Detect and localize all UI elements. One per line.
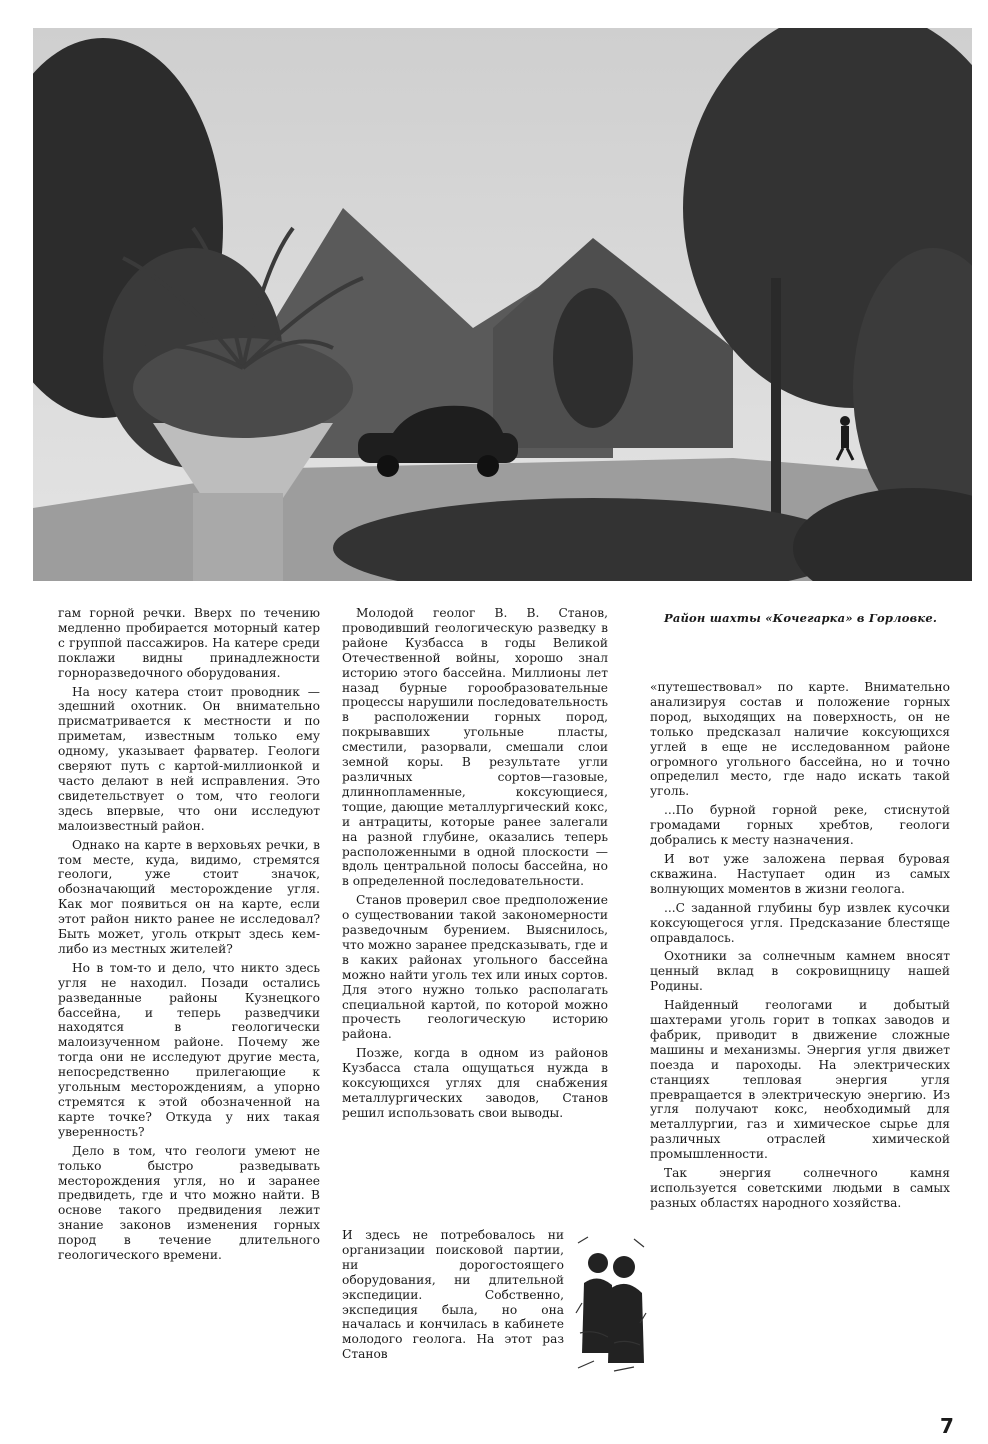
sketch-illustration: [574, 1233, 648, 1375]
paragraph: Так энергия солнечного камня используется советскими людьми в самых разных областях народного хозяйства.: [650, 1166, 950, 1210]
paragraph: гам горной речки. Вверх по течению медленно пробирается моторный катер с группой пассажиров. На катере среди поклажи видны принадлежности горноразведочного оборудования.: [58, 606, 320, 680]
paragraph: И здесь не потребовалось ни организации поисковой партии, ни дорогостоящего оборудования, ни длительной экспедиции. Собственно, экспедиция была, но она началась и кончилась в кабинете молодого геолога. На этот раз Станов: [342, 1228, 564, 1362]
paragraph: Но в том-то и дело, что никто здесь угля не находил. Позади остались разведанные районы Кузнецкого бассейна, и теперь разведчики находятся в геологически малоизученном районе. Почему же тогда они не исследуют другие места, непосредственно прилегающие к угольным месторождениям, а упорно стремятся к этой обозначенной на карте точке? Откуда у них такая уверенность?: [58, 960, 320, 1139]
article-column-1: [58, 606, 320, 1267]
paragraph: Охотники за солнечным камнем вносят ценный вклад в сокровищницу нашей Родины.: [650, 949, 950, 994]
paragraph: Молодой геолог В. В. Станов, проводивший геологическую разведку в районе Кузбасса в годы Великой Отечественной войны, хорошо знал историю этого бассейна. Миллионы лет назад бурные горообразовательные процессы нарушили последовательность в расположении горных пород, покрывавших угольные пласты, сместили, разорвали, смешали слои земной коры. В результате угли различных сортов—газовые, длиннопламенные, коксующиеся, тощие, дающие металлургический кокс, и антрациты, которые ранее залегали на разной глубине, оказались теперь расположенными в одной плоскости — вдоль центральной полосы бассейна, но в определенной последовательности.: [342, 606, 608, 889]
paragraph: Позже, когда в одном из районов Кузбасса стала ощущаться нужда в коксующихся углях для снабжения металлургических заводов, Станов решил использовать свои выводы.: [342, 1046, 608, 1120]
mine-district-photo: [33, 28, 972, 581]
geologists-sketch: [574, 1233, 648, 1375]
paragraph: На носу катера стоит проводник — здешний охотник. Он внимательно присматривается к местности и по приметам, известным только ему одному, указывает фарватер. Геологи сверяют путь с картой-миллионкой и часто делают в ней исправления. Это свидетельствует о том, что геологи здесь впервые, что они исследуют малоизвестный район.: [58, 684, 320, 833]
paragraph: Однако на карте в верховьях речки, в том месте, куда, видимо, стремятся геологи, уже стоит значок, обозначающий месторождение угля. Как мог появиться он на карте, если этот район никто ранее не исследовал? Быть может, уголь открыт здесь кем-либо из местных жителей?: [58, 837, 320, 956]
paragraph: Дело в том, что геологи умеют не только быстро разведывать месторождения угля, но и заранее предвидеть, где и что можно найти. В основе такого предвидения лежит знание законов изменения горных пород в течение длительного геологического времени.: [58, 1143, 320, 1263]
paragraph: ...С заданной глубины бур извлек кусочки коксующегося угля. Предсказание блестяще оправдалось.: [650, 900, 950, 945]
paragraph: ...По бурной горной реке, стиснутой громадами горных хребтов, геологи добрались к месту назначения.: [650, 803, 950, 848]
paragraph: Станов проверил свое предположение о существовании такой закономерности разведочным бурением. Выяснилось, что можно заранее предсказывать, где и в каких районах угольного бассейна можно найти уголь тех или иных сортов. Для этого нужно только располагать специальной картой, по которой можно прочесть геологическую историю района.: [342, 893, 608, 1042]
paragraph: «путешествовал» по карте. Внимательно анализируя состав и положение горных пород, выходящих на поверхность, он не только предсказал наличие коксующихся углей в еще не исследованном районе огромного угольного бассейна, но и точно определил место, где надо искать такой уголь.: [650, 680, 950, 799]
flowerbed: [133, 338, 353, 438]
photo-illustration: [33, 28, 972, 581]
article-column-2: [342, 606, 608, 1125]
article-column-3: [650, 680, 950, 1215]
paragraph: Найденный геологами и добытый шахтерами уголь горит в топках заводов и фабрик, приводит в движение сложные машины и механизмы. Энергия угля движет поезда и пароходы. На электрических станциях тепловая энергия угля превращается в электрическую энергию. Из угля получают кокс, необходимый для металлургии, газ и химическое сырье для различных отраслей химической промышленности.: [650, 998, 950, 1162]
paragraph: И вот уже заложена первая буровая скважина. Наступает один из самых волнующих моментов в жизни геолога.: [650, 851, 950, 896]
photo-caption: Район шахты «Кочегарка» в Горловке.: [664, 611, 938, 625]
article-column-2-continued: [342, 1228, 564, 1366]
page-number: 7: [940, 1414, 954, 1438]
